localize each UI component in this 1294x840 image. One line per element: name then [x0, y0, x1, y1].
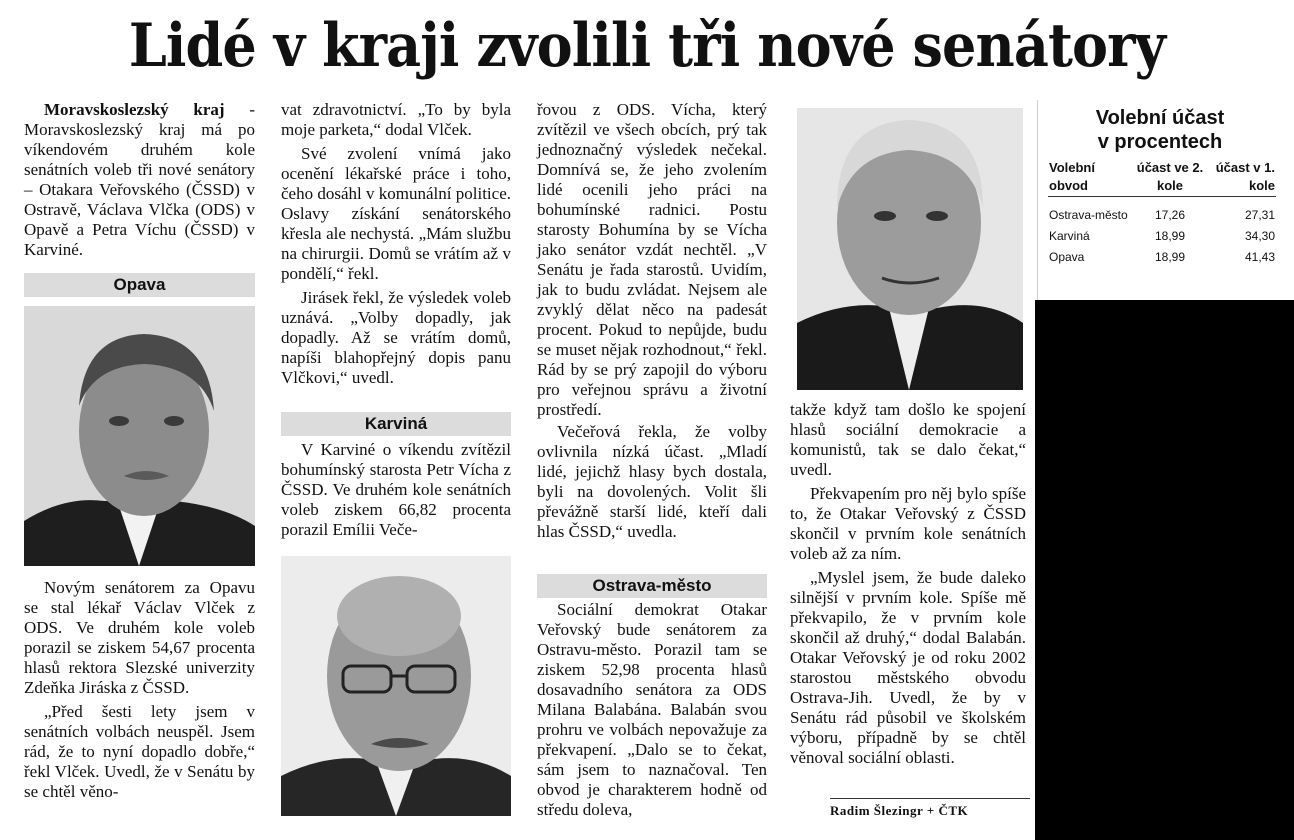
- section-heading-opava: Opava: [24, 273, 255, 297]
- byline: Radim Šlezingr + ČTK: [830, 798, 1030, 819]
- round-2-cell: 17,26: [1154, 208, 1186, 222]
- paragraph: Novým senátorem za Opavu se stal lékař Václav Vlček z ODS. Ve druhém kole voleb porazil se ziskem 54,67 procenta hlasů rektora Slezské univerzity Zdeňka Jiráska z ČSSD.: [24, 578, 255, 697]
- header-round-1: účast v 1. kole: [1215, 160, 1275, 193]
- headline: Lidé v kraji zvolili tři nové senátory: [128, 11, 1166, 81]
- round-1-cell: 34,30: [1244, 229, 1275, 243]
- turnout-box: [1037, 100, 1282, 301]
- box-title-line-1: Volební účast: [1095, 107, 1225, 129]
- lead-paragraph: [24, 100, 255, 260]
- paragraph: řovou z ODS. Vícha, který zvítězil ve všech obcích, prý tak jednoznačný výsledek nečekal. Domnívá se, že jeho zvolením lidé ocenili jeho práci na bohumínské radnici. Postu starosty Bohumína by se Vícha jako senátor vzdát nechtěl. „V Senátu je řada starostů. Uvidím, jak to budu zvládat. Nejsem ale zvyklý dělat něco na padesát procent. Pokud to nepůjde, budu se muset nějak rozhodnout,“ řekl. Rád by se prý zapojil do výboru pro veřejnou správu a životní prostředí.: [537, 100, 767, 419]
- column-1: [24, 100, 255, 260]
- column-3: [537, 100, 767, 542]
- photo-vicha: [281, 556, 511, 816]
- column-2: [281, 100, 511, 388]
- round-2-cell: 18,99: [1154, 250, 1186, 264]
- paragraph: Jirásek řekl, že výsledek voleb uznává. „Volby dopadly, jak dopadly. Až se vrátím domů, napíši blahopřejný dopis panu Vlčkovi,“ uvedl.: [281, 288, 511, 387]
- section-heading-ostrava-mesto: Ostrava-město: [537, 574, 767, 598]
- round-1-cell: 41,43: [1244, 250, 1275, 264]
- paragraph: takže když tam došlo ke spojení hlasů sociální demokracie a komunistů, tak se dalo čekat,“ uvedl.: [790, 400, 1026, 479]
- column-4: [790, 400, 1026, 768]
- column-3-continued: [537, 600, 767, 820]
- round-2-cell: 18,99: [1154, 229, 1186, 243]
- round-1-cell: 27,31: [1244, 208, 1275, 222]
- paragraph: „Myslel jsem, že bude daleko silnější v prvním kole. Spíše mě překvapilo, že v prvním kole skončil až druhý,“ dodal Balabán. Otakar Veřovský je od roku 2002 starostou městského obvodu Ostrava-Jih. Uvedl, že by v Senátu rád působil ve školském výboru, případně by se chtěl věnoval sociální oblasti.: [790, 568, 1026, 767]
- photo-verovsky: [797, 108, 1023, 390]
- photo-vlcek: [24, 306, 255, 566]
- paragraph: Večeřová řekla, že volby ovlivnila nízká účast. „Mladí lidé, jejichž hlasy bych dostala, byli na dovolených. Volit šli převážně starší lidé, kteří dali hlas ČSSD,“ uvedla.: [537, 422, 767, 541]
- paragraph: Své zvolení vnímá jako ocenění lékařské práce i toho, čeho dosáhl v komunální politice. Oslavy získání senátorského křesla ale nechystá. „Mám službu na chirurgii. Domů se vrátím až v pondělí,“ řekl.: [281, 144, 511, 283]
- box-title-line-2: v procentech: [1097, 131, 1223, 153]
- paragraph: Překvapením pro něj bylo spíše to, že Otakar Veřovský z ČSSD skončil v prvním kole senátních voleb až za ním.: [790, 484, 1026, 563]
- table-row: [1048, 247, 1276, 268]
- table-row: [1048, 226, 1276, 247]
- district-cell: Karviná: [1049, 229, 1090, 243]
- paragraph: vat zdravotnictví. „To by byla moje parketa,“ dodal Vlček.: [281, 100, 511, 139]
- dateline: Moravskoslezský kraj: [44, 100, 225, 119]
- paragraph: „Před šesti lety jsem v senátních volbách neuspěl. Jsem rád, že to nyní dopadlo dobře,“ řekl Vlček. Uvedl, že v Senátu by se chtěl věno-: [24, 702, 255, 801]
- black-area: [1035, 300, 1294, 840]
- column-2-continued: [281, 440, 511, 540]
- header-district: Volební obvod: [1049, 160, 1095, 193]
- district-cell: Opava: [1049, 250, 1085, 264]
- table-row: [1048, 205, 1276, 226]
- lead-text: - Moravskoslezský kraj má po víkendovém druhém kole senátních voleb tři nové senátory – Otakara Veřovského (ČSSD) v Ostravě, Václava Vlčka (ODS) v Opavě a Petra Víchu (ČSSD) v Karviné.: [24, 100, 255, 259]
- section-heading-karvina: Karviná: [281, 412, 511, 436]
- paragraph: V Karviné o víkendu zvítězil bohumínský starosta Petr Vícha z ČSSD. Ve druhém kole senátních voleb ziskem 66,82 procenta porazil Emílii Veče-: [281, 440, 511, 539]
- paragraph: Sociální demokrat Otakar Veřovský bude senátorem za Ostravu-město. Porazil tam se ziskem 52,98 procenta hlasů dosavadního senátora za ODS Milana Balabána. Balabán svou prohru ve volbách nepovažuje za překvapení. „Dalo se to čekat, sám jsem to naznačoval. Ten obvod je charakterem hodně od středu doleva,: [537, 600, 767, 819]
- district-cell: Ostrava-město: [1049, 208, 1128, 222]
- header-round-2: účast ve 2. kole: [1136, 160, 1204, 193]
- column-1-continued: [24, 578, 255, 802]
- box-title: [1038, 106, 1282, 154]
- turnout-table: [1048, 158, 1276, 268]
